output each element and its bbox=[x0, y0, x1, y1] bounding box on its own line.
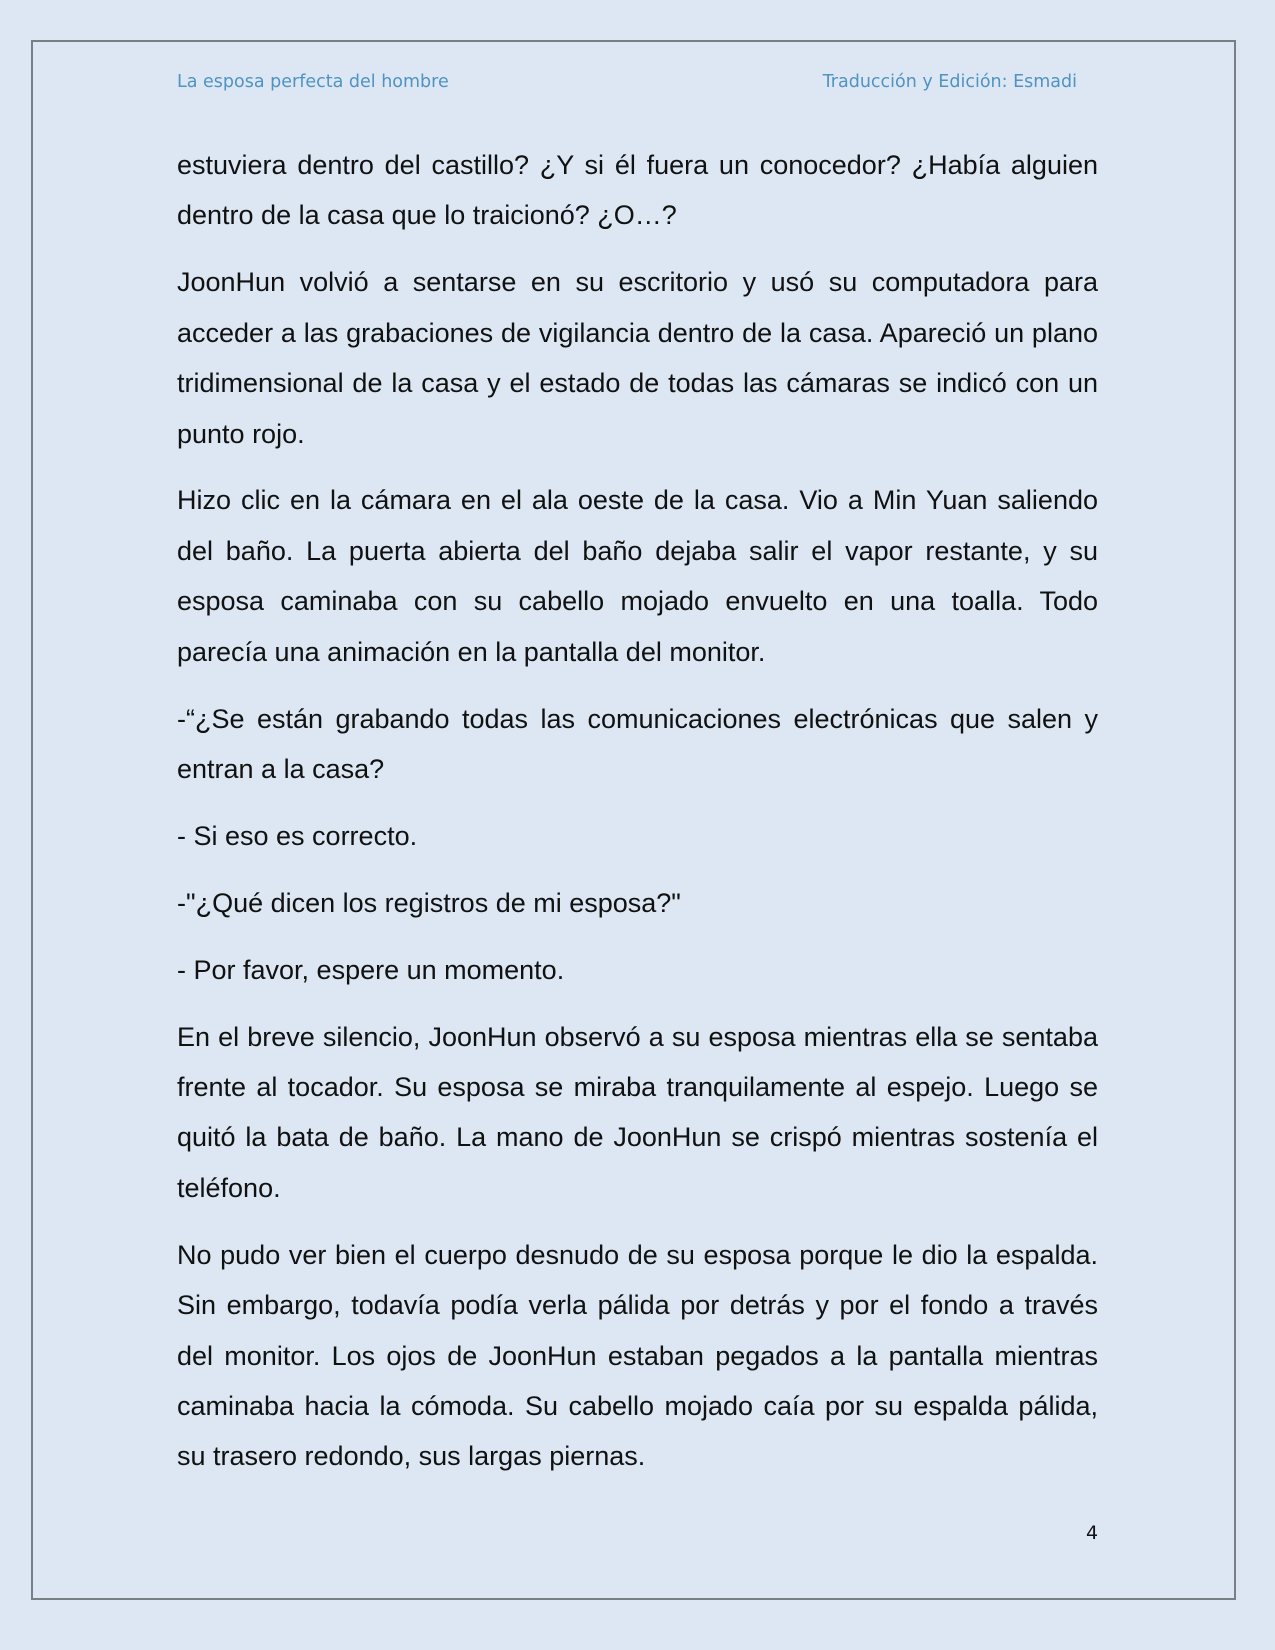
header-credits: Traducción y Edición: Esmadi bbox=[822, 72, 1077, 92]
dialogue-line: -“¿Se están grabando todas las comunicaciones electrónicas que salen y entran a la casa? bbox=[177, 703, 1098, 784]
dialogue-line: -"¿Qué dicen los registros de mi esposa?" bbox=[177, 887, 681, 918]
paragraph: No pudo ver bien el cuerpo desnudo de su esposa porque le dio la espalda. Sin embargo, todavía podía verla pálida por detrás y por el fondo a través del monitor. Los ojos de JoonHun estaban pegados a la pantalla mientras caminaba hacia la cómoda. Su cabello mojado caía por su espalda pálida, su trasero redondo, sus largas piernas. bbox=[177, 1239, 1098, 1472]
dialogue-line: - Por favor, espere un momento. bbox=[177, 954, 565, 985]
header-book-title: La esposa perfecta del hombre bbox=[177, 72, 449, 92]
page-body bbox=[177, 140, 1098, 1482]
page-number: 4 bbox=[1086, 1522, 1099, 1544]
paragraph: JoonHun volvió a sentarse en su escritorio y usó su computadora para acceder a las grabaciones de vigilancia dentro de la casa. Apareció un plano tridimensional de la casa y el estado de todas las cámaras se indicó con un punto rojo. bbox=[177, 267, 1098, 449]
paragraph: estuviera dentro del castillo? ¿Y si él fuera un conocedor? ¿Había alguien dentro de la casa que lo traicionó? ¿O…? bbox=[177, 150, 1098, 231]
paragraph: Hizo clic en la cámara en el ala oeste de la casa. Vio a Min Yuan saliendo del baño. La puerta abierta del baño dejaba salir el vapor restante, y su esposa caminaba con su cabello mojado envuelto en una toalla. Todo parecía una animación en la pantalla del monitor. bbox=[177, 485, 1098, 667]
running-header bbox=[177, 72, 1077, 98]
dialogue-line: - Si eso es correcto. bbox=[177, 820, 418, 851]
paragraph: En el breve silencio, JoonHun observó a su esposa mientras ella se sentaba frente al tocador. Su esposa se miraba tranquilamente al espejo. Luego se quitó la bata de baño. La mano de JoonHun se crispó mientras sostenía el teléfono. bbox=[177, 1021, 1098, 1203]
